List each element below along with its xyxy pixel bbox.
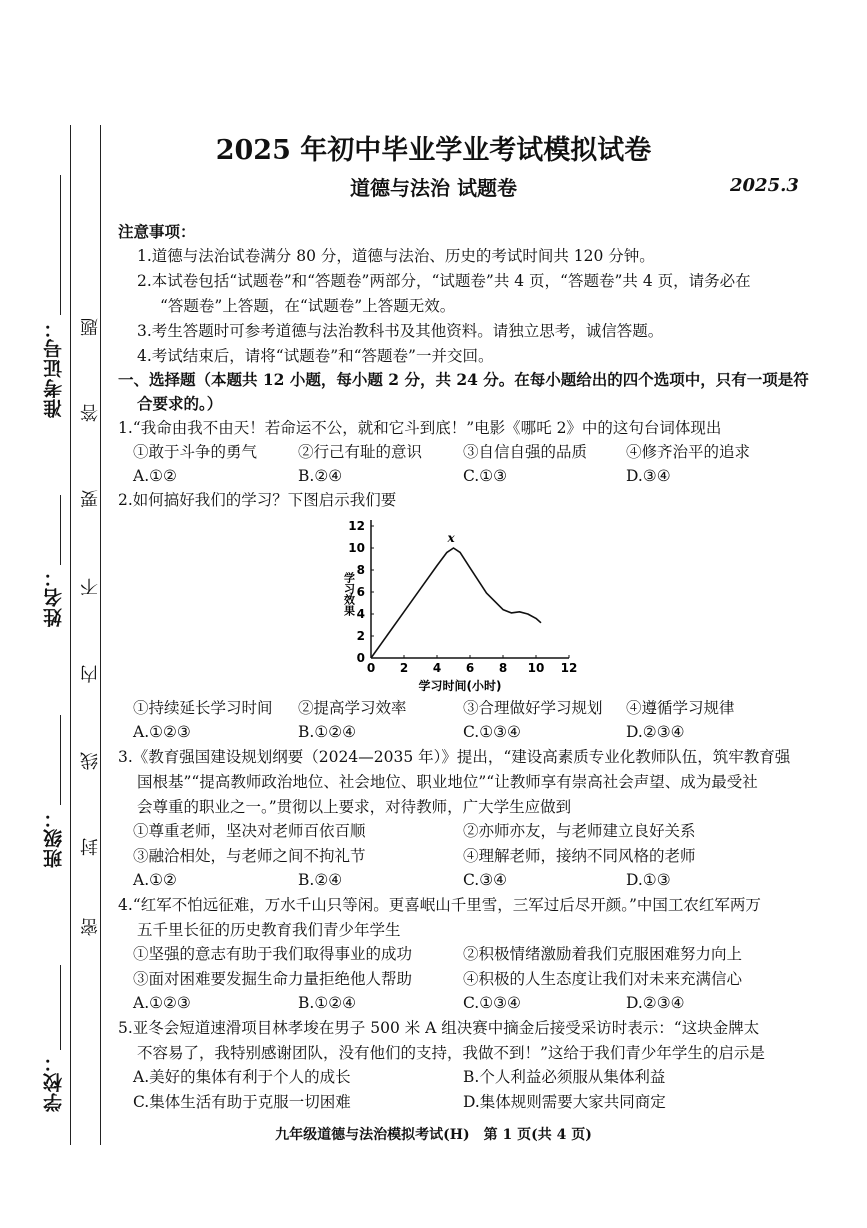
q5-stem-2: 不容易了，我特别感谢团队，没有他们的支持，我做不到！”这给于我们青少年学生的启示是 [137, 1044, 765, 1062]
note-3: 3.考生答题时可参考道德与法治教科书及其他资料。请独立思考，诚信答题。 [137, 322, 664, 340]
q2-choice-d[interactable]: D.②③④ [626, 723, 685, 741]
q4-choice-d[interactable]: D.②③④ [626, 994, 685, 1012]
q4-item-3: ③面对困难要发掘生命力量拒绝他人帮助 [133, 970, 413, 988]
q4-item-1: ①坚强的意志有助于我们取得事业的成功 [133, 945, 413, 963]
notes-heading: 注意事项： [118, 222, 196, 241]
exam-title: 2025 年初中毕业学业考试模拟试卷 [215, 135, 652, 166]
y-tick-label: 10 [348, 541, 365, 555]
binding-line-inner [100, 125, 101, 1145]
seal-char-yao: 要 [80, 490, 101, 508]
q4-choice-b[interactable]: B.①②④ [298, 994, 357, 1012]
x-tick-label: 12 [560, 661, 578, 675]
x-tick-label: 10 [527, 661, 545, 675]
learning-effect-line [371, 548, 541, 658]
q2-item-2: ②提高学习效率 [298, 699, 407, 717]
class-label: 班级： [43, 808, 65, 868]
note-4: 4.考试结束后，请将“试题卷”和“答题卷”一并交回。 [137, 347, 494, 365]
q2-choice-a[interactable]: A.①②③ [133, 723, 191, 741]
q3-item-1: ①尊重老师，坚决对老师百依百顺 [133, 822, 366, 840]
q2-stem: 2.如何搞好我们的学习？下图启示我们要 [118, 491, 397, 509]
q1-stem: 1.“我命由我不由天！若命运不公，就和它斗到底！”电影《哪吒 2》中的这句台词体现出 [118, 419, 722, 437]
chart-ylabel: 学习效果 [342, 572, 356, 616]
y-tick-label: 6 [356, 585, 365, 599]
note-2-cont: “答题卷”上答题，在“试题卷”上答题无效。 [160, 297, 456, 315]
seal-char-ti: 题 [80, 318, 101, 336]
q3-choice-c[interactable]: C.③④ [463, 871, 508, 889]
note-2: 2.本试卷包括“试题卷”和“答题卷”两部分，“试题卷”共 4 页，“答题卷”共 4 页，请务必在 [137, 272, 751, 290]
seal-char-mi: 密 [80, 918, 101, 936]
q2-choice-b[interactable]: B.①②④ [298, 723, 357, 741]
seal-char-nei: 内 [80, 665, 101, 683]
q5-stem-1: 5.亚冬会短道速滑项目林孝埈在男子 500 米 A 组决赛中摘金后接受采访时表示：“这块金牌太 [118, 1019, 760, 1037]
x-tick-label: 4 [432, 661, 442, 675]
q5-option-d[interactable]: D.集体规则需要大家共同商定 [463, 1093, 666, 1111]
q1-choice-a[interactable]: A.①② [133, 467, 177, 485]
q1-item-2: ②行己有耻的意识 [298, 443, 423, 461]
chart-xlabel: 学习时间(小时) [418, 679, 502, 693]
q2-item-4: ④遵循学习规律 [626, 699, 735, 717]
q3-item-2: ②亦师亦友，与老师建立良好关系 [463, 822, 696, 840]
section1-heading: 一、选择题（本题共 12 小题，每小题 2 分，共 24 分。在每小题给出的四个选项中，只有一项是符 [118, 370, 809, 389]
q3-item-3: ③融洽相处，与老师之间不拘礼节 [133, 847, 366, 865]
section1-heading-cont: 合要求的。） [137, 394, 223, 413]
exam-subtitle: 道德与法治 试题卷 [350, 176, 517, 200]
q3-stem-1: 3.《教育强国建设规划纲要（2024—2035 年）》提出，“建设高素质专业化教师队伍，筑牢教育强 [118, 748, 791, 766]
seal-char-feng: 封 [80, 838, 101, 856]
seal-char-bu: 不 [80, 578, 101, 596]
seal-char-da: 答 [80, 404, 101, 422]
q5-option-a[interactable]: A.美好的集体有利于个人的成长 [133, 1068, 351, 1086]
q3-choice-b[interactable]: B.②④ [298, 871, 343, 889]
q3-choice-a[interactable]: A.①② [133, 871, 177, 889]
peak-label: x [447, 531, 455, 545]
learning-curve-chart [333, 512, 578, 702]
q1-choice-d[interactable]: D.③④ [626, 467, 671, 485]
seal-char-xian: 线 [80, 752, 101, 770]
note-1: 1.道德与法治试卷满分 80 分，道德与法治、历史的考试时间共 120 分钟。 [137, 247, 655, 265]
q3-stem-2: 国根基”“提高教师政治地位、社会地位、职业地位”“让教师享有崇高社会声望、成为最受社 [137, 773, 758, 791]
q3-item-4: ④理解老师，接纳不同风格的老师 [463, 847, 696, 865]
q4-choice-c[interactable]: C.①③④ [463, 994, 521, 1012]
x-tick-label: 8 [498, 661, 508, 675]
q4-item-4: ④积极的人生态度让我们对未来充满信心 [463, 970, 743, 988]
q5-option-c[interactable]: C.集体生活有助于克服一切困难 [133, 1093, 351, 1111]
x-tick-label: 2 [399, 661, 409, 675]
q5-option-b[interactable]: B.个人利益必须服从集体利益 [463, 1068, 666, 1086]
y-tick-label: 0 [356, 651, 365, 665]
y-tick-label: 2 [356, 629, 365, 643]
chart-series [371, 531, 541, 658]
y-tick-label: 4 [356, 607, 365, 621]
exam-id-label: 准考证号： [43, 318, 65, 418]
q1-item-3: ③自信自强的品质 [463, 443, 588, 461]
chart-ticks [348, 519, 577, 675]
page-footer: 九年级道德与法治模拟考试(H) 第 1 页(共 4 页) [275, 1127, 592, 1143]
q2-item-1: ①持续延长学习时间 [133, 699, 273, 717]
school-blank[interactable] [60, 965, 61, 1050]
name-label: 姓名： [43, 567, 65, 627]
q2-item-3: ③合理做好学习规划 [463, 699, 603, 717]
exam-date: 2025.3 [730, 175, 799, 196]
x-tick-label: 6 [465, 661, 475, 675]
q4-stem-2: 五千里长征的历史教育我们青少年学生 [137, 921, 401, 939]
q3-choice-d[interactable]: D.①③ [626, 871, 671, 889]
name-blank[interactable] [60, 495, 61, 565]
school-label: 学校： [43, 1052, 65, 1112]
q4-stem-1: 4.“红军不怕远征难，万水千山只等闲。更喜岷山千里雪，三军过后尽开颜。”中国工农红军两万 [118, 896, 761, 914]
chart-axes [371, 520, 569, 658]
q3-stem-3: 会尊重的职业之一。”贯彻以上要求，对待教师，广大学生应做到 [137, 798, 572, 816]
q1-choice-b[interactable]: B.②④ [298, 467, 343, 485]
q4-item-2: ②积极情绪激励着我们克服困难努力向上 [463, 945, 743, 963]
class-blank[interactable] [60, 715, 61, 805]
q1-item-4: ④修齐治平的追求 [626, 443, 751, 461]
q1-item-1: ①敢于斗争的勇气 [133, 443, 258, 461]
y-tick-label: 12 [348, 519, 365, 533]
binding-line-outer [70, 125, 71, 1145]
q4-choice-a[interactable]: A.①②③ [133, 994, 191, 1012]
x-tick-label: 0 [366, 661, 376, 675]
q1-choice-c[interactable]: C.①③ [463, 467, 508, 485]
y-tick-label: 8 [356, 563, 365, 577]
q2-choice-c[interactable]: C.①③④ [463, 723, 521, 741]
